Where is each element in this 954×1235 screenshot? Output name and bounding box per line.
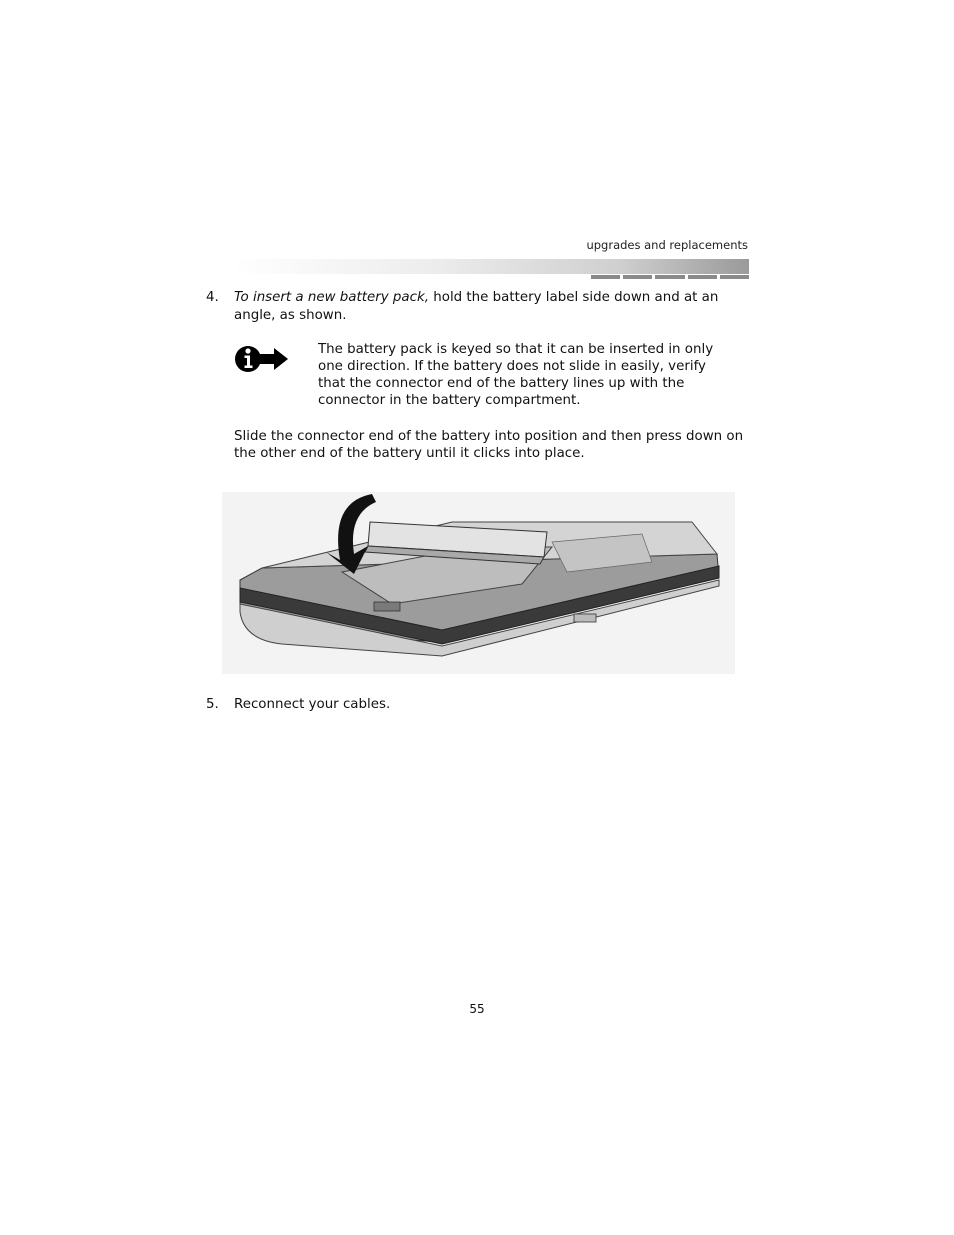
header-tab-segment <box>591 275 620 279</box>
header-tab-segment <box>688 275 717 279</box>
step-4-text <box>234 289 750 325</box>
info-arrow-icon <box>234 343 290 375</box>
page-number: 55 <box>469 1002 485 1016</box>
header-tab-segment <box>655 275 684 279</box>
step-4-number: 4. <box>206 290 219 305</box>
header-tab-segment <box>623 275 652 279</box>
header-gradient-bar <box>232 259 749 274</box>
step-5-text: Reconnect your cables. <box>234 697 391 712</box>
step-5-number: 5. <box>206 697 219 712</box>
laptop-battery-insertion-illustration <box>222 492 735 674</box>
step-4-lead: To insert a new battery pack, <box>234 290 430 305</box>
header-title: upgrades and replacements <box>586 238 748 252</box>
step-4-body: hold the battery label side down and at an angle, as shown. <box>234 290 719 323</box>
instruction-text: Slide the connector end of the battery into position and then press down on the other end of the battery until it clicks into place. <box>234 429 744 461</box>
header-tab-segment <box>720 275 749 279</box>
note-text: The battery pack is keyed so that it can be inserted in only one direction. If the battery does not slide in easily, verify that the connector end of the battery lines up with the connector in the battery compartment. <box>318 342 714 408</box>
header-tab-strip <box>591 275 749 279</box>
